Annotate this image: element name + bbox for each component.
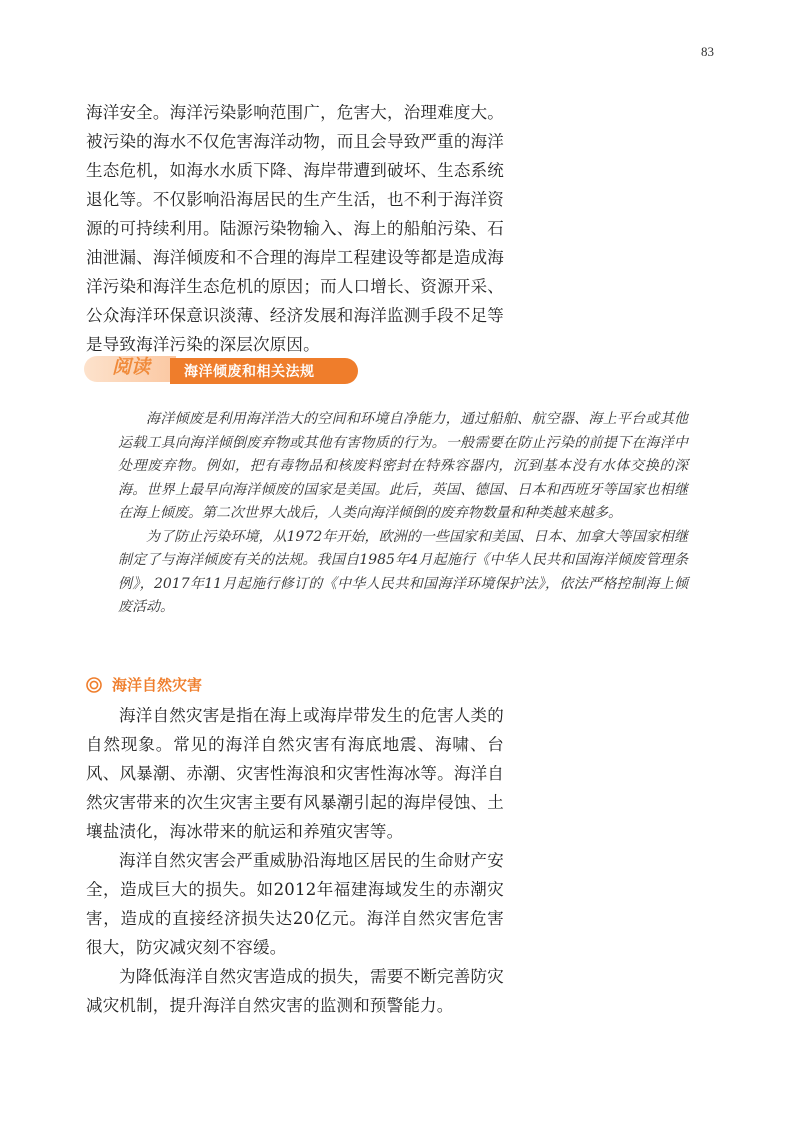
section-heading — [86, 674, 202, 695]
hazards-text — [86, 701, 504, 1020]
target-icon — [86, 677, 102, 693]
section-title: 海洋自然灾害 — [112, 676, 203, 694]
reading-banner — [84, 350, 364, 388]
hazards-paragraph-3: 为降低海洋自然灾害造成的损失，需要不断完善防灾减灾机制，提升海洋自然灾害的监测和预警能力。 — [86, 967, 504, 1015]
reading-paragraph-1: 海洋倾废是利用海洋浩大的空间和环境自净能力，通过船舶、航空器、海上平台或其他运载工具向海洋倾倒废弃物或其他有害物质的行为。一般需要在防止污染的前提下在海洋中处理废弃物。例如，把有毒物品和核废料密封在特殊容器内，沉到基本没有水体交换的深海。世界上最早向海洋倾废的国家是美国。此后，英国、德国、日本和西班牙等国家也相继在海上倾废。第二次世界大战后，人类向海洋倾倒的废弃物数量和种类越来越多。 — [118, 411, 688, 521]
reading-title-box — [170, 358, 358, 384]
reading-title: 海洋倾废和相关法规 — [184, 364, 315, 380]
reading-paragraph-2: 为了防止污染环境，从1972年开始，欧洲的一些国家和美国、日本、加拿大等国家相继制定了与海洋倾废有关的法规。我国自1985年4月起施行《中华人民共和国海洋倾废管理条例》，2017年11月起施行修订的《中华人民共和国海洋环境保护法》，依法严格控制海上倾废活动。 — [118, 528, 688, 615]
intro-text — [86, 98, 504, 359]
hazards-paragraph-2: 海洋自然灾害会严重威胁沿海地区居民的生命财产安全，造成巨大的损失。如2012年福建海域发生的赤潮灾害，造成的直接经济损失达20亿元。海洋自然灾害危害很大，防灾减灾刻不容缓。 — [86, 851, 504, 957]
hazards-paragraph-1: 海洋自然灾害是指在海上或海岸带发生的危害人类的自然现象。常见的海洋自然灾害有海底地震、海啸、台风、风暴潮、赤潮、灾害性海浪和灾害性海冰等。海洋自然灾害带来的次生灾害主要有风暴潮引起的海岸侵蚀、土壤盐渍化，海冰带来的航运和养殖灾害等。 — [86, 706, 504, 841]
intro-paragraph: 海洋安全。海洋污染影响范围广，危害大，治理难度大。被污染的海水不仅危害海洋动物，而且会导致严重的海洋生态危机，如海水水质下降、海岸带遭到破坏、生态系统退化等。不仅影响沿海居民的生产生活，也不利于海洋资源的可持续利用。陆源污染物输入、海上的船舶污染、石油泄漏、海洋倾废和不合理的海岸工程建设等都是造成海洋污染和海洋生态危机的原因；而人口增长、资源开采、公众海洋环保意识淡薄、经济发展和海洋监测手段不足等是导致海洋污染的深层次原因。 — [86, 103, 504, 354]
reading-label: 阅读 — [112, 356, 151, 378]
page-number: 83 — [701, 44, 714, 59]
reading-content — [118, 408, 688, 620]
